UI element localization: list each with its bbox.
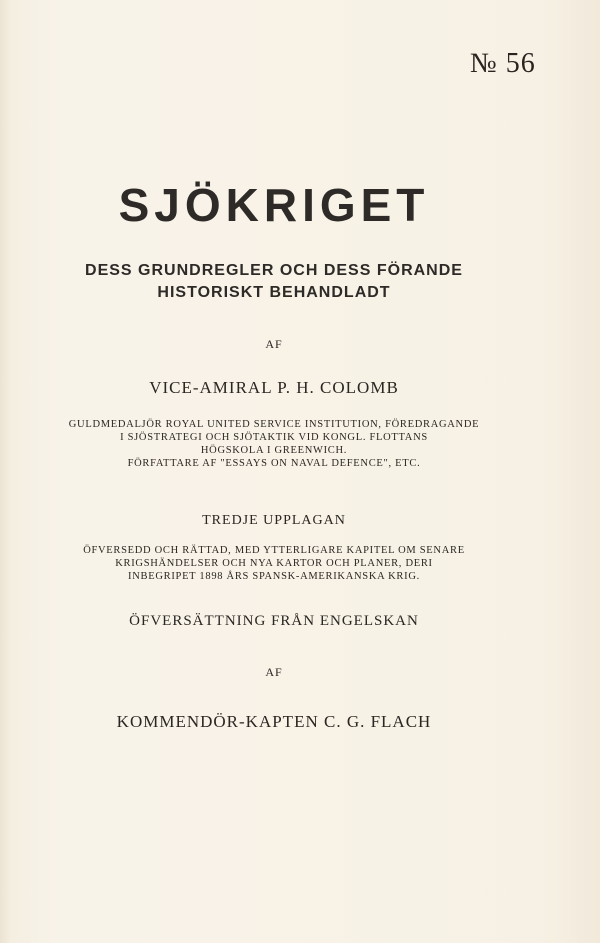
translation-note: ÖFVERSÄTTNING FRÅN ENGELSKAN (129, 613, 419, 629)
author-name: VICE-AMIRAL P. H. COLOMB (149, 378, 399, 397)
subtitle-line: HISTORISKT BEHANDLADT (157, 284, 391, 301)
author-description-line: GULDMEDALJÖR ROYAL UNITED SERVICE INSTITUTION, FÖREDRAGANDE (68, 419, 480, 430)
subtitle-line: DESS GRUNDREGLER OCH DESS FÖRANDE (85, 262, 463, 279)
author-description-line: I SJÖSTRATEGI OCH SJÖTAKTIK VID KONGL. FLOTTANS (120, 432, 428, 443)
author-description (0, 418, 548, 470)
translator-name: KOMMENDÖR-KAPTEN C. G. FLACH (116, 712, 432, 731)
book-title: SJÖKRIGET (118, 179, 430, 231)
by-label: AF (265, 665, 283, 679)
volume-number: № 56 (470, 48, 536, 79)
edition-description (0, 544, 548, 583)
edition-description-line: INBEGRIPET 1898 ÅRS SPANSK-AMERIKANSKA KRIG. (128, 571, 420, 582)
edition-label: TREDJE UPPLAGAN (202, 513, 346, 528)
edition-description-line: KRIGSHÄNDELSER OCH NYA KARTOR OCH PLANER, DERI (115, 558, 433, 569)
by-label: AF (265, 337, 283, 351)
book-subtitle (0, 260, 548, 304)
edition-description-line: ÖFVERSEDD OCH RÄTTAD, MED YTTERLIGARE KAPITEL OM SENARE (83, 545, 465, 556)
author-description-line: HÖGSKOLA I GREENWICH. (200, 445, 348, 456)
author-description-line: FÖRFATTARE AF "ESSAYS ON NAVAL DEFENCE", ETC. (127, 458, 421, 469)
